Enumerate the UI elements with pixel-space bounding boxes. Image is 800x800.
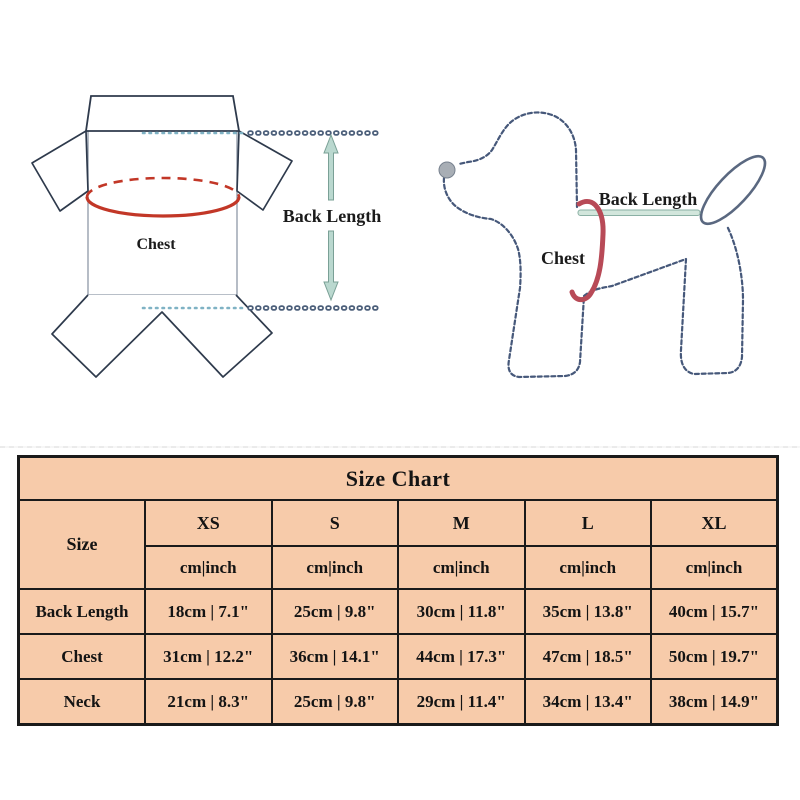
value-cell: 30cm | 11.8" [398,589,525,634]
value-cell: 31cm | 12.2" [145,634,272,679]
row-label-neck: Neck [19,679,146,725]
value-cell: 47cm | 18.5" [525,634,652,679]
value-cell: 38cm | 14.9" [651,679,778,725]
dog-outline [444,112,743,377]
garment-body [88,131,237,295]
value-cell: 25cm | 9.8" [272,679,399,725]
row-label-chest: Chest [19,634,146,679]
garment-collar [86,96,239,131]
size-chart-table [17,455,779,726]
table-sizes-row [19,500,778,546]
garment-right-sleeve [237,131,292,210]
table-row-chest [19,634,778,679]
dog-nose [439,162,455,178]
value-cell: 18cm | 7.1" [145,589,272,634]
table-row-neck [19,679,778,725]
unit-cell: cm|inch [398,546,525,589]
size-header-xl: XL [651,500,778,546]
dog-back-length-label: Back Length [598,189,698,209]
size-chart-section [17,455,779,713]
row-label-back-length: Back Length [19,589,146,634]
value-cell: 35cm | 13.8" [525,589,652,634]
size-header-l: L [525,500,652,546]
garment-left-sleeve [32,131,88,211]
table-row-back-length [19,589,778,634]
value-cell: 40cm | 15.7" [651,589,778,634]
garment-back-length-label: Back Length [282,206,382,226]
value-cell: 21cm | 8.3" [145,679,272,725]
unit-cell: cm|inch [651,546,778,589]
unit-cell: cm|inch [272,546,399,589]
size-header-s: S [272,500,399,546]
dog-back-length-bar [578,210,700,216]
value-cell: 34cm | 13.4" [525,679,652,725]
unit-cell: cm|inch [145,546,272,589]
value-cell: 44cm | 17.3" [398,634,525,679]
dog-diagram [439,112,774,377]
dog-tail [692,148,774,233]
value-cell: 36cm | 14.1" [272,634,399,679]
size-header-m: M [398,500,525,546]
size-chart-title: Size Chart [19,457,778,501]
value-cell: 29cm | 11.4" [398,679,525,725]
size-corner-cell: Size [19,500,146,589]
garment-chest-label: Chest [136,236,176,253]
garment-diagram [32,96,381,377]
dog-chest-label: Chest [541,248,585,268]
size-header-xs: XS [145,500,272,546]
value-cell: 25cm | 9.8" [272,589,399,634]
faint-divider-line [0,446,800,448]
unit-cell: cm|inch [525,546,652,589]
value-cell: 50cm | 19.7" [651,634,778,679]
table-title-row [19,457,778,501]
